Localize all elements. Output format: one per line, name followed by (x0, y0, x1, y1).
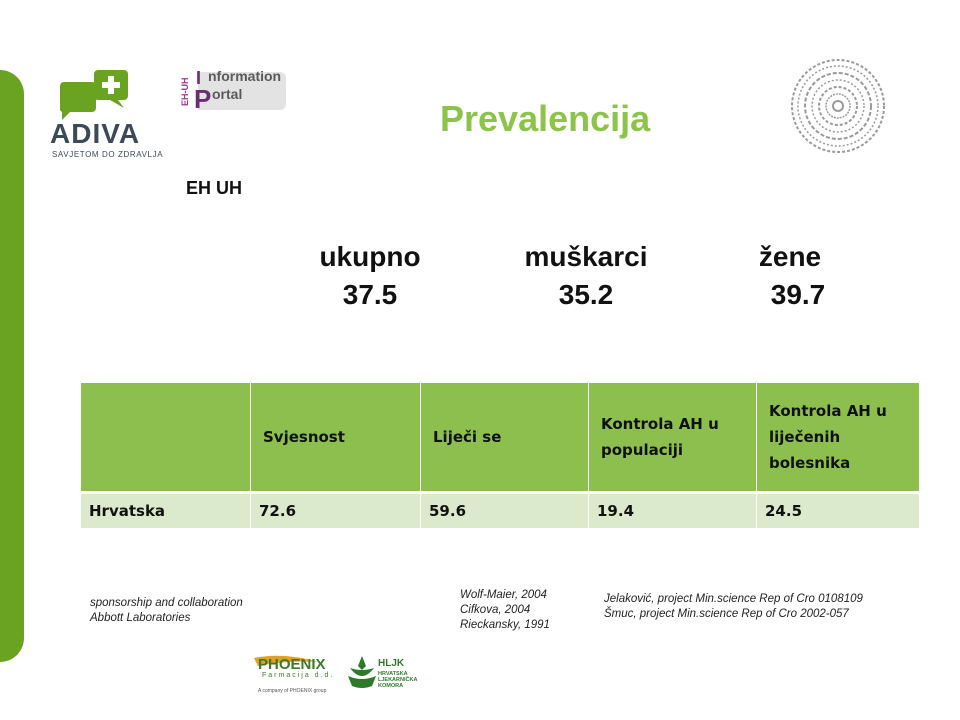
table-header-row (81, 383, 920, 493)
stat-total-value: 37.5 (342, 279, 398, 310)
adiva-logo-text: ADIVA (50, 118, 141, 149)
phoenix-logo-subtext: Farmacija d.d. (262, 672, 335, 679)
stat-women-label: žene (758, 241, 822, 272)
table-row (81, 493, 920, 529)
table-header-cell: Kontrola AH u populaciji (589, 383, 757, 493)
table-cell: 72.6 (251, 493, 421, 529)
stat-women-value: 39.7 (770, 279, 826, 310)
stat-men-label: muškarci (524, 241, 648, 272)
stat-men-value: 35.2 (558, 279, 614, 310)
footnote-line: Wolf-Maier, 2004 (460, 589, 547, 601)
page-subtitle: EH UH (186, 178, 243, 198)
hljk-logo-text: HLJK (378, 658, 405, 669)
footnote-projects (604, 592, 863, 622)
ehuh-logo-line1: nformation (208, 68, 282, 84)
table-cell: 19.4 (589, 493, 757, 529)
footnote-line: Šmuc, project Min.science Rep of Cro 2002-057 (604, 608, 849, 620)
phoenix-logo-note: A company of PHOENIX group (258, 688, 327, 694)
table-cell: 24.5 (757, 493, 920, 529)
footnote-line: Cifkova, 2004 (460, 604, 531, 616)
table-header-cell (81, 383, 251, 493)
footnote-references (460, 588, 550, 633)
footnote-line: Abbott Laboratories (90, 612, 191, 624)
stat-total (300, 238, 440, 314)
table-header-cell: Svjesnost (251, 383, 421, 493)
table-cell: 59.6 (421, 493, 589, 529)
footnote-sponsorship (90, 596, 243, 626)
footnote-line: Rieckansky, 1991 (460, 619, 550, 631)
hljk-logo-subtext: HRVATSKA LJEKARNIČKA KOMORA (378, 671, 418, 689)
left-accent-band (0, 70, 24, 662)
hljk-emblem-icon (344, 654, 380, 690)
ehuh-logo-line2: ortal (212, 86, 243, 102)
phoenix-logo-text: PHOENIX (258, 656, 326, 673)
ehuh-letter-i: I (196, 68, 202, 88)
table-header-cell: Kontrola AH u liječenih bolesnika (757, 383, 920, 493)
awareness-table (80, 382, 920, 529)
ehuh-vertical-label: EH-UH (180, 77, 190, 107)
table-header-cell: Liječi se (421, 383, 589, 493)
page-title: Prevalencija (440, 98, 651, 139)
stat-women (730, 238, 850, 314)
table-cell: Hrvatska (81, 493, 251, 529)
footnote-line: Jelaković, project Min.science Rep of Cro 0108109 (604, 593, 863, 605)
stat-total-label: ukupno (319, 241, 421, 272)
adiva-tagline: SAVJETOM DO ZDRAVLJA (52, 150, 164, 159)
ehuh-letter-p: P (194, 84, 212, 114)
footnote-line: sponsorship and collaboration (90, 597, 243, 609)
stat-men (506, 238, 666, 314)
mandala-ornament-icon (788, 56, 888, 156)
